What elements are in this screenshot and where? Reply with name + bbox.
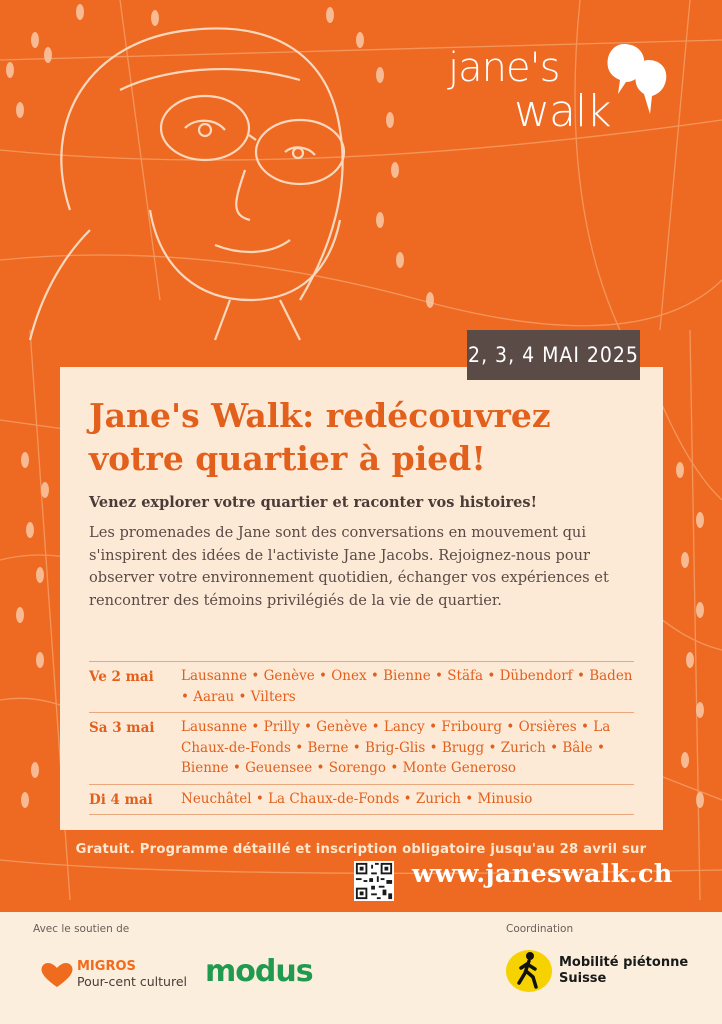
registration-note: Gratuit. Programme détaillé et inscription obligatoire jusqu'au 28 avril sur (75, 842, 647, 857)
subtitle: Venez explorer votre quartier et raconter vos histoires! (89, 494, 537, 511)
schedule-day: Ve 2 mai (89, 669, 154, 685)
body-text: Les promenades de Jane sont des conversations en mouvement qui s'inspirent des idées de l'activiste Jane Jacobs. Rejoignez-nous pour observer votre environnement quotidien, échanger vos expériences et rencontrer des témoins privilégiés de la vie de quartier. (89, 524, 609, 609)
schedule-row (89, 712, 634, 784)
info-card (60, 367, 663, 830)
footer (0, 912, 722, 1024)
mobility-org-country: Suisse (559, 971, 607, 986)
website-link[interactable]: www.janeswalk.ch (412, 859, 673, 889)
logo-text-walk: walk (514, 86, 611, 137)
headline: Jane's Walk: redécouvrez votre quartier à pied! (89, 396, 551, 478)
schedule-cities: Lausanne • Prilly • Genève • Lancy • Fribourg • Orsières • La Chaux-de-Fonds • Berne • Brig-Glis • Brugg • Zurich • Bâle • Bienne • Geuensee • Sorengo • Monte Generoso (181, 719, 611, 776)
qr-code-icon[interactable] (354, 861, 394, 901)
mobility-org-name: Mobilité piétonne (559, 955, 689, 970)
migros-subtitle: Pour-cent culturel (77, 974, 187, 989)
janes-walk-logo (440, 40, 680, 150)
coordination-label: Coordination (506, 923, 574, 935)
migros-name: MIGROS (77, 959, 136, 974)
schedule-row (89, 784, 634, 816)
jane-portrait (30, 28, 344, 340)
schedule-day: Sa 3 mai (89, 720, 155, 736)
support-label: Avec le soutien de (33, 923, 130, 935)
schedule-row (89, 661, 634, 712)
logo-text-janes: jane's (448, 45, 560, 91)
pedestrian-icon (505, 947, 553, 993)
schedule-day: Di 4 mai (89, 791, 153, 808)
schedule-table (89, 661, 634, 815)
migros-heart-icon (40, 961, 74, 989)
date-badge: 2, 3, 4 MAI 2025 (467, 330, 640, 380)
schedule-cities: Neuchâtel • La Chaux-de-Fonds • Zurich • Minusio (181, 790, 533, 807)
speech-bubbles-icon (604, 40, 674, 120)
schedule-cities: Lausanne • Genève • Onex • Bienne • Stäfa • Dübendorf • Baden • Aarau • Vilters (181, 668, 633, 705)
modus-logo: modus (205, 954, 313, 989)
